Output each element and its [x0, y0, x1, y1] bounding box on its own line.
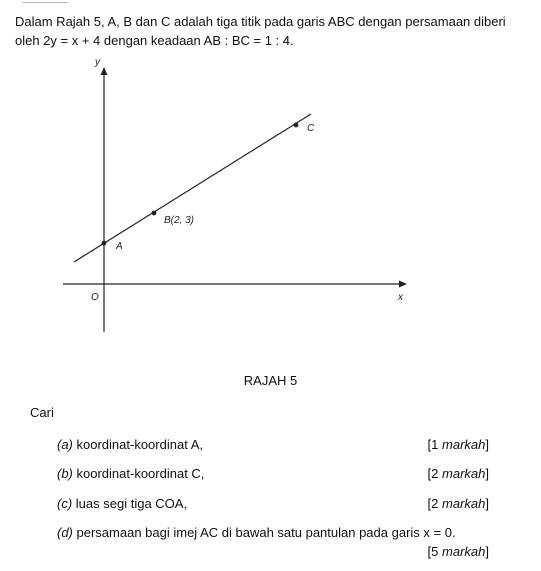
question-b — [57, 466, 489, 481]
instruction-cari: Cari — [30, 405, 54, 420]
question-a-text: koordinat-koordinat A, — [76, 437, 203, 452]
question-b-marks: [2 markah] — [427, 466, 489, 481]
question-d — [57, 525, 489, 559]
point-c-dot — [294, 123, 299, 128]
question-d-marks: [5 markah] — [427, 544, 489, 559]
figure-caption: RAJAH 5 — [243, 373, 298, 388]
question-c-marks: [2 markah] — [427, 496, 489, 511]
intro-line-2: oleh 2y = x + 4 dengan keadaan AB : BC = 1 : 4. — [15, 33, 294, 48]
x-axis-arrow-icon — [399, 281, 407, 288]
question-d-tag: (d) — [57, 525, 73, 540]
intro-line-1: Dalam Rajah 5, A, B dan C adalah tiga titik pada garis ABC dengan persamaan diberi — [15, 14, 506, 29]
origin-label: O — [91, 292, 99, 303]
question-c — [57, 496, 489, 511]
y-axis-arrow-icon — [101, 67, 108, 75]
question-a-marks: [1 markah] — [427, 437, 489, 452]
question-a — [57, 437, 489, 452]
point-b-label: B(2, 3) — [164, 215, 195, 226]
question-c-text: luas segi tiga COA, — [75, 496, 188, 511]
y-axis-label: y — [95, 57, 100, 68]
question-c-tag: (c) — [57, 496, 73, 511]
question-d-text: persamaan bagi imej AC di bawah satu pantulan pada garis x = 0. — [76, 525, 456, 540]
x-axis-label: x — [398, 292, 403, 303]
point-c-label: C — [307, 123, 315, 134]
question-b-text: koordinat-koordinat C, — [76, 466, 205, 481]
point-b-dot — [152, 211, 157, 216]
point-a-dot — [102, 241, 107, 246]
question-a-tag: (a) — [57, 437, 73, 452]
line-abc — [74, 114, 311, 262]
point-a-label: A — [116, 241, 123, 252]
question-b-tag: (b) — [57, 466, 73, 481]
